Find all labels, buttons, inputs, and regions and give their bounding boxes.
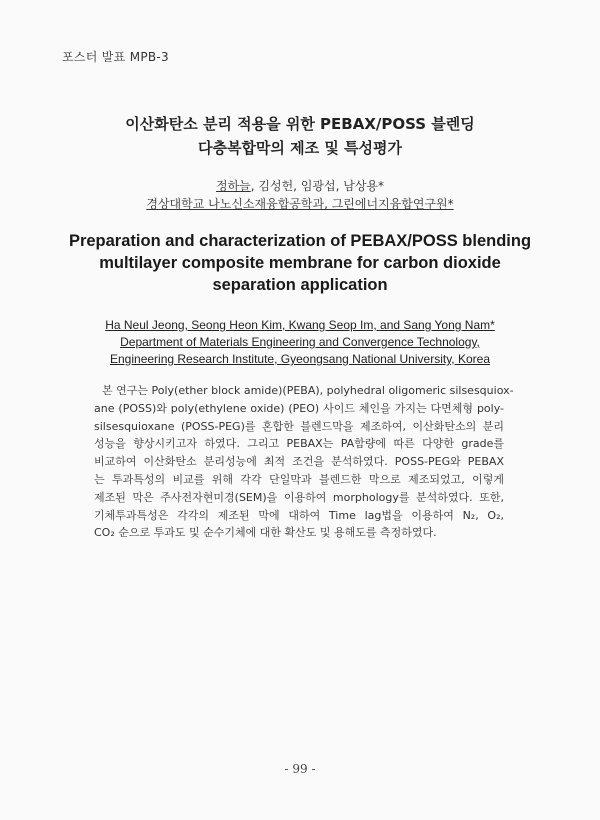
session-label: 포스터 발표 MPB-3 (62, 50, 169, 64)
korean-title-line-1: 이산화탄소 분리 적용을 위한 PEBAX/POSS 블렌딩 (125, 115, 475, 133)
abstract-line: CO₂ 순으로 투과도 및 순수기체에 대한 확산도 및 용해도를 측정하였다. (94, 526, 437, 540)
abstract-line: 는 투과특성의 비교를 위해 각각 단일막과 블렌드한 막으로 제조되었고, 이렇게 (94, 472, 504, 486)
abstract-line: 기체투과특성은 각각의 제조된 막에 대하여 Time lag법을 이용하여 N₂, O₂, (94, 508, 504, 522)
english-affiliation-line-1: Department of Materials Engineering and Convergence Technology, (120, 335, 480, 349)
korean-title-line-2: 다층복합막의 제조 및 특성평가 (197, 139, 403, 157)
english-title-line-3: separation application (212, 276, 388, 294)
abstract-line: ane (POSS)와 poly(ethylene oxide) (PEO) 사이드 체인을 가지는 다면체형 poly- (94, 401, 504, 415)
abstract-line: silsesquioxane (POSS-PEG)를 혼합한 블렌드막을 제조하여, 이산화탄소의 분리 (94, 419, 504, 433)
english-authors: Ha Neul Jeong, Seong Heon Kim, Kwang Seop Im, and Sang Yong Nam* (105, 318, 495, 332)
abstract-line: 제조된 막은 주사전자현미경(SEM)을 이용하여 morphology를 분석하였다. 또한, (94, 490, 504, 504)
page-number: - 99 - (284, 762, 316, 776)
korean-authors (0, 177, 600, 194)
english-title-line-2: multilayer composite membrane for carbon dioxide (99, 254, 501, 272)
abstract-line: 비교하여 이산화탄소 분리성능에 최적 조건을 분석하였다. POSS-PEG와 PEBAX (94, 455, 504, 469)
presenter-name: 정하늘 (216, 179, 251, 193)
abstract-line: 성능을 향상시키고자 하였다. 그리고 PEBAX는 PA함량에 따른 다양한 grade를 (94, 437, 504, 451)
abstract-body (94, 382, 514, 542)
abstract-line: 본 연구는 Poly(ether block amide)(PEBA), polyhedral oligomeric silsesquiox- (102, 384, 514, 397)
english-affiliation-line-2: Engineering Research Institute, Gyeongsang National University, Korea (110, 352, 490, 366)
coauthor-names: , 김성헌, 임광섭, 남상용* (250, 179, 384, 193)
korean-affiliation: 경상대학교 나노신소재융합공학과, 그린에너지융합연구원* (146, 197, 454, 211)
english-title-line-1: Preparation and characterization of PEBAX/POSS blending (68, 232, 532, 250)
